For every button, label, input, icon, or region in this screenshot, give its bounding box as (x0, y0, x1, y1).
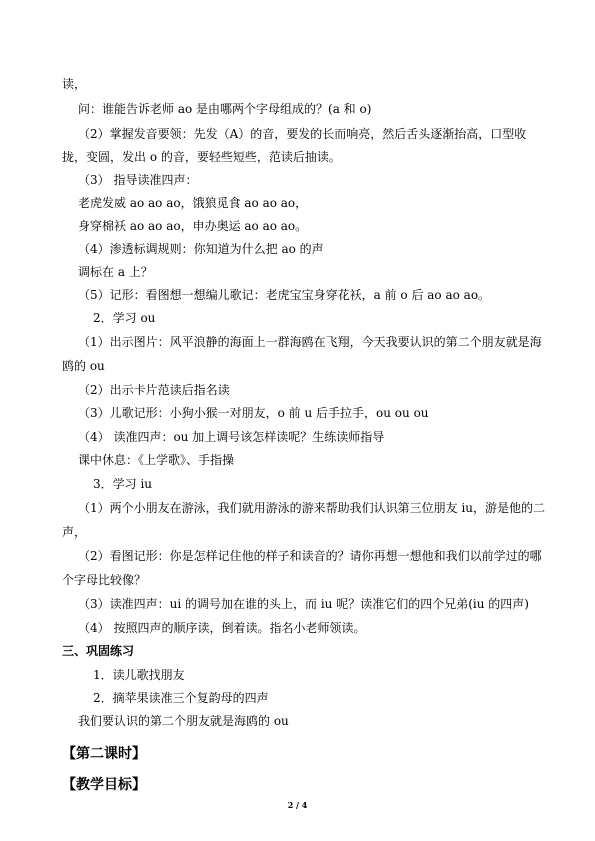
objectives-heading: 【教学目标】 (62, 777, 146, 793)
text-line: 身穿棉袄 ao ao ao，申办奥运 ao ao ao。 (78, 219, 308, 233)
text-line: 我们要认识的第二个朋友就是海鸥的 ou (78, 714, 289, 728)
page-number: 2 / 4 (287, 800, 308, 810)
text-line: （2）看图记形：你是怎样记住他的样子和读音的？请你再想一想他和我们以前学过的哪 (78, 549, 542, 563)
text-line: （1）两个小朋友在游泳，我们就用游泳的游来帮助我们认识第三位朋友 iu，游是他的二 (78, 501, 546, 515)
text-line: 老虎发威 ao ao ao，饿狼觅食 ao ao ao， (78, 196, 308, 210)
text-line: 2．摘苹果读准三个复韵母的四声 (93, 691, 269, 705)
text-line: （5）记形：看图想一想编儿歌记：老虎宝宝身穿花袄，a 前 o 后 ao ao ao。 (78, 288, 491, 302)
text-line: 课中休息：《上学歌》、手指操 (78, 453, 235, 467)
lesson-heading: 【第二课时】 (62, 746, 146, 762)
text-line: 调标在 a 上？ (78, 265, 153, 279)
text-line: （4）渗透标调规则：你知道为什么把 ao 的声 (78, 242, 324, 256)
section-heading: 三、巩固练习 (62, 644, 135, 658)
text-line: 2．学习 ou (93, 311, 156, 325)
text-line: 声， (62, 525, 87, 539)
text-line: 读， (62, 77, 87, 91)
text-line: （2）掌握发音要领：先发（A）的音，要发的长而响亮，然后舌头逐渐抬高，口型收 (78, 127, 527, 141)
text-line: （1）出示图片：风平浪静的海面上一群海鸥在飞翔，今天我要认识的第二个朋友就是海 (78, 335, 542, 349)
text-line: （4） 按照四声的顺序读，倒着读。指名小老师领读。 (78, 621, 366, 635)
text-line: （2）出示卡片范读后指名读 (78, 383, 230, 397)
text-line: （3）儿歌记形：小狗小猴一对朋友，o 前 u 后手拉手，ou ou ou (78, 406, 429, 420)
text-line: 鸥的 ou (62, 359, 105, 373)
text-line: （4） 读准四声：ou 加上调号该怎样读呢？生练读师指导 (78, 430, 385, 444)
text-line: 拢，变圆，发出 o 的音，要轻些短些，范读后抽读。 (62, 150, 341, 164)
text-line: 1．读儿歌找朋友 (93, 668, 185, 682)
text-line: （3）读准四声：ui 的调号加在谁的头上，而 iu 呢？读准它们的四个兄弟(iu 的四声) (78, 597, 529, 611)
text-line: 3．学习 iu (93, 477, 153, 491)
text-line: 问：谁能告诉老师 ao 是由哪两个字母组成的？(a 和 o) (78, 102, 372, 116)
text-line: （3） 指导读准四声： (78, 173, 198, 187)
text-line: 个字母比较像？ (62, 573, 147, 587)
